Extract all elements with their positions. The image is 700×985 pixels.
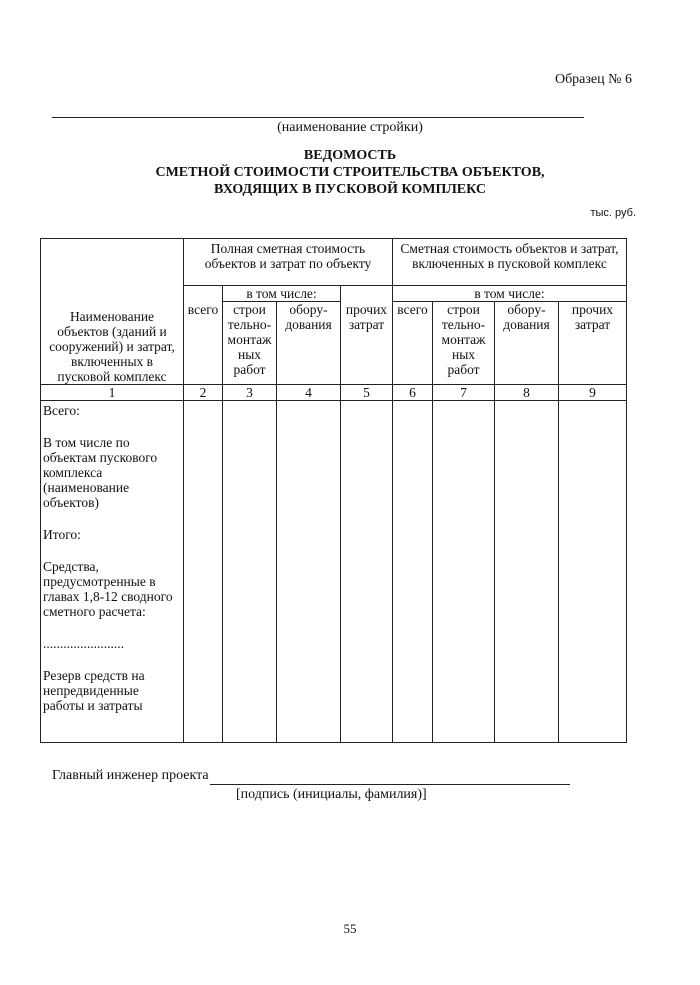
value-cell bbox=[495, 401, 559, 743]
value-cell bbox=[277, 401, 341, 743]
col-header-other: прочих затрат bbox=[559, 302, 627, 385]
signature-line bbox=[210, 784, 570, 785]
col-header-total: всего bbox=[393, 302, 433, 385]
column-number: 1 bbox=[41, 385, 184, 401]
column-number: 6 bbox=[393, 385, 433, 401]
col-header-equipment: обору-дования bbox=[277, 302, 341, 385]
value-cell bbox=[433, 401, 495, 743]
col-header-name: Наименование объектов (зданий и сооружений) и затрат, включенных в пусковой комплекс bbox=[41, 239, 184, 385]
row-label-total: Всего: bbox=[43, 403, 80, 418]
group-header-complex-cost: Сметная стоимость объектов и затрат, включенных в пусковой комплекс bbox=[393, 239, 627, 286]
title-line: ВЕДОМОСТЬ bbox=[303, 148, 397, 163]
column-number: 4 bbox=[277, 385, 341, 401]
row-label-dots: ........................ bbox=[43, 636, 124, 651]
construction-caption: (наименование стройки) bbox=[277, 120, 423, 135]
cost-table bbox=[40, 238, 627, 743]
column-number: 2 bbox=[184, 385, 223, 401]
column-number: 3 bbox=[223, 385, 277, 401]
value-cell bbox=[184, 401, 223, 743]
sample-label: Образец № 6 bbox=[554, 72, 632, 87]
header-spacer bbox=[341, 286, 393, 302]
page-number: 55 bbox=[343, 921, 357, 936]
construction-name-line bbox=[52, 117, 584, 118]
column-number: 8 bbox=[495, 385, 559, 401]
column-number: 9 bbox=[559, 385, 627, 401]
col-header-construction: строи тельно-монтаж ных работ bbox=[433, 302, 495, 385]
title-line: ВХОДЯЩИХ В ПУСКОВОЙ КОМПЛЕКС bbox=[213, 182, 487, 197]
table-row bbox=[41, 401, 627, 743]
units-label: тыс. руб. bbox=[590, 207, 636, 219]
row-names-cell bbox=[41, 401, 184, 743]
row-label-objects: В том числе по объектам пускового комплекса (наименование объектов) bbox=[43, 435, 158, 510]
col-header-construction: строи тельно-монтаж ных работ bbox=[223, 302, 277, 385]
col-header-total: всего bbox=[184, 302, 223, 385]
row-label-subtotal: Итого: bbox=[43, 527, 81, 542]
including-label: в том числе: bbox=[393, 286, 627, 302]
document-title bbox=[0, 147, 700, 198]
value-cell bbox=[393, 401, 433, 743]
row-label-chapters: Средства, предусмотренные в главах 1,8-12 сводного сметного расчета: bbox=[43, 559, 173, 619]
title-line: СМЕТНОЙ СТОИМОСТИ СТРОИТЕЛЬСТВА ОБЪЕКТОВ, bbox=[155, 165, 545, 180]
signer-label: Главный инженер проекта bbox=[52, 768, 209, 783]
value-cell bbox=[341, 401, 393, 743]
column-number: 5 bbox=[341, 385, 393, 401]
col-header-equipment: обору-дования bbox=[495, 302, 559, 385]
value-cell bbox=[559, 401, 627, 743]
col-header-other: прочих затрат bbox=[341, 302, 393, 385]
column-number: 7 bbox=[433, 385, 495, 401]
signature-caption: [подпись (инициалы, фамилия)] bbox=[236, 787, 427, 802]
including-label: в том числе: bbox=[223, 286, 341, 302]
row-label-reserve: Резерв средств на непредвиденные работы и затраты bbox=[43, 668, 145, 713]
header-spacer bbox=[184, 286, 223, 302]
value-cell bbox=[223, 401, 277, 743]
group-header-full-cost: Полная сметная стоимость объектов и затрат по объекту bbox=[184, 239, 393, 286]
